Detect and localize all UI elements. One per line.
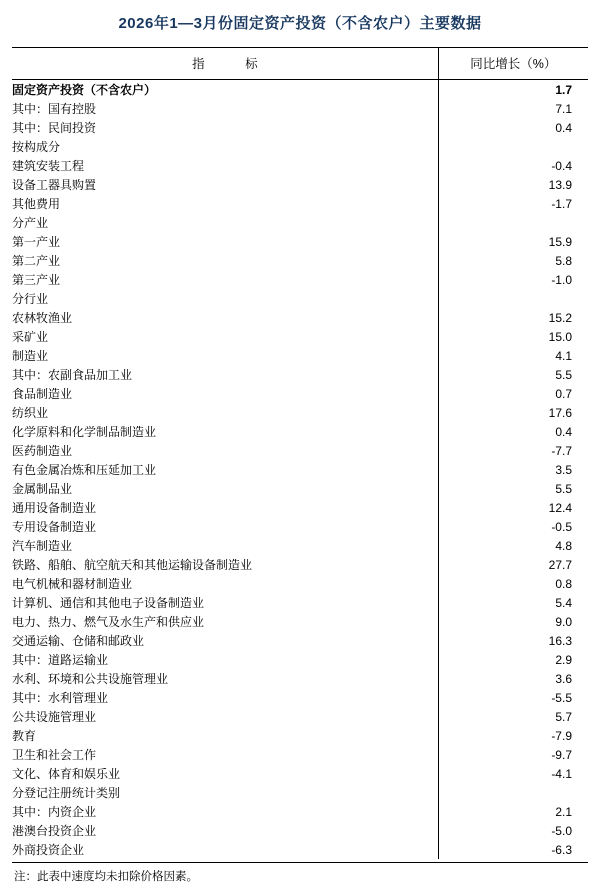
row-label: 其中：内资企业 — [12, 802, 438, 821]
row-label: 其中：水利管理业 — [12, 688, 438, 707]
row-label: 教育 — [12, 726, 438, 745]
row-value: -0.5 — [551, 520, 572, 534]
row-label: 分行业 — [12, 289, 438, 308]
row-value: 15.9 — [548, 235, 572, 249]
row-label: 交通运输、仓储和邮政业 — [12, 631, 438, 650]
row-value — [438, 213, 588, 232]
row-label: 文化、体育和娱乐业 — [12, 764, 438, 783]
table-row — [12, 270, 588, 289]
row-value: 13.9 — [548, 178, 572, 192]
table-row — [12, 783, 588, 802]
row-value: 4.1 — [555, 349, 572, 363]
table-row — [12, 536, 588, 555]
table-body — [12, 48, 588, 860]
column-header-indicator: 指 标 — [12, 48, 438, 80]
row-value: 0.7 — [555, 387, 572, 401]
table-row — [12, 289, 588, 308]
row-label: 有色金属冶炼和压延加工业 — [12, 460, 438, 479]
table-row — [12, 688, 588, 707]
row-label: 分登记注册统计类别 — [12, 783, 438, 802]
row-label: 化学原料和化学制品制造业 — [12, 422, 438, 441]
table-row — [12, 745, 588, 764]
table-row — [12, 384, 588, 403]
row-label: 其中：道路运输业 — [12, 650, 438, 669]
table-row — [12, 555, 588, 574]
table-row — [12, 593, 588, 612]
table-row — [12, 137, 588, 156]
table-row — [12, 308, 588, 327]
row-value: -1.7 — [551, 197, 572, 211]
table-row — [12, 498, 588, 517]
row-value: 5.8 — [555, 254, 572, 268]
row-value — [438, 289, 588, 308]
row-value: 5.7 — [555, 710, 572, 724]
row-value — [438, 783, 588, 802]
row-label: 第二产业 — [12, 251, 438, 270]
row-label: 卫生和社会工作 — [12, 745, 438, 764]
table-row — [12, 365, 588, 384]
table-row — [12, 612, 588, 631]
row-value: -0.4 — [551, 159, 572, 173]
table-row — [12, 422, 588, 441]
row-value: 7.1 — [555, 102, 572, 116]
row-value: 17.6 — [548, 406, 572, 420]
table-row — [12, 232, 588, 251]
row-value: -4.1 — [551, 767, 572, 781]
row-label: 分产业 — [12, 213, 438, 232]
table-note: 注：此表中速度均未扣除价格因素。 — [14, 871, 198, 883]
row-value: 3.6 — [555, 672, 572, 686]
table-row — [12, 517, 588, 536]
row-value: 5.5 — [555, 368, 572, 382]
row-value: 0.8 — [555, 577, 572, 591]
table-row — [12, 194, 588, 213]
row-label: 纺织业 — [12, 403, 438, 422]
row-value: 2.9 — [555, 653, 572, 667]
table-row — [12, 840, 588, 859]
row-value: 9.0 — [555, 615, 572, 629]
row-label: 水利、环境和公共设施管理业 — [12, 669, 438, 688]
table-row — [12, 479, 588, 498]
table-row — [12, 80, 588, 100]
row-label: 电力、热力、燃气及水生产和供应业 — [12, 612, 438, 631]
row-value: 5.5 — [555, 482, 572, 496]
table-row — [12, 99, 588, 118]
row-value: -7.7 — [551, 444, 572, 458]
table-row — [12, 346, 588, 365]
row-value: 5.4 — [555, 596, 572, 610]
table-row — [12, 707, 588, 726]
page-title: 2026年1—3月份固定资产投资（不含农户）主要数据 — [118, 15, 482, 32]
row-label: 农林牧渔业 — [12, 308, 438, 327]
table-row — [12, 156, 588, 175]
row-value: -5.5 — [551, 691, 572, 705]
table-row — [12, 213, 588, 232]
row-value: 15.2 — [548, 311, 572, 325]
row-label: 设备工器具购置 — [12, 175, 438, 194]
row-value: -1.0 — [551, 273, 572, 287]
row-label: 金属制品业 — [12, 479, 438, 498]
row-label: 计算机、通信和其他电子设备制造业 — [12, 593, 438, 612]
table-row — [12, 574, 588, 593]
row-label: 固定资产投资（不含农户） — [12, 80, 438, 100]
table-row — [12, 327, 588, 346]
row-label: 按构成分 — [12, 137, 438, 156]
table-row — [12, 650, 588, 669]
row-label: 专用设备制造业 — [12, 517, 438, 536]
row-value: 4.8 — [555, 539, 572, 553]
table-row — [12, 669, 588, 688]
row-value: 0.4 — [555, 121, 572, 135]
row-label: 制造业 — [12, 346, 438, 365]
row-label: 医药制造业 — [12, 441, 438, 460]
row-label: 汽车制造业 — [12, 536, 438, 555]
table-row — [12, 118, 588, 137]
row-value: 2.1 — [555, 805, 572, 819]
row-label: 第三产业 — [12, 270, 438, 289]
row-label: 第一产业 — [12, 232, 438, 251]
row-value — [438, 137, 588, 156]
row-value: 27.7 — [548, 558, 572, 572]
row-value: 0.4 — [555, 425, 572, 439]
table-row — [12, 175, 588, 194]
row-value: -6.3 — [551, 843, 572, 857]
table-row — [12, 802, 588, 821]
row-value: 15.0 — [548, 330, 572, 344]
row-label: 建筑安装工程 — [12, 156, 438, 175]
row-label: 食品制造业 — [12, 384, 438, 403]
row-value: -7.9 — [551, 729, 572, 743]
row-label: 其他费用 — [12, 194, 438, 213]
row-value: -5.0 — [551, 824, 572, 838]
row-label: 其中：国有控股 — [12, 99, 438, 118]
row-label: 其中：民间投资 — [12, 118, 438, 137]
row-label: 公共设施管理业 — [12, 707, 438, 726]
row-label: 采矿业 — [12, 327, 438, 346]
row-value: -9.7 — [551, 748, 572, 762]
table-header-row — [12, 48, 588, 80]
row-value: 16.3 — [548, 634, 572, 648]
row-value: 1.7 — [555, 83, 572, 97]
table-row — [12, 441, 588, 460]
row-label: 铁路、船舶、航空航天和其他运输设备制造业 — [12, 555, 438, 574]
table-row — [12, 403, 588, 422]
row-label: 其中：农副食品加工业 — [12, 365, 438, 384]
row-label: 电气机械和器材制造业 — [12, 574, 438, 593]
table-row — [12, 764, 588, 783]
table-row — [12, 460, 588, 479]
row-value: 12.4 — [548, 501, 572, 515]
row-label: 外商投资企业 — [12, 840, 438, 859]
table-row — [12, 631, 588, 650]
column-header-growth: 同比增长（%） — [438, 48, 588, 80]
row-value: 3.5 — [555, 463, 572, 477]
table-row — [12, 726, 588, 745]
table-row — [12, 251, 588, 270]
fixed-asset-investment-table — [12, 47, 588, 859]
row-label: 通用设备制造业 — [12, 498, 438, 517]
row-label: 港澳台投资企业 — [12, 821, 438, 840]
